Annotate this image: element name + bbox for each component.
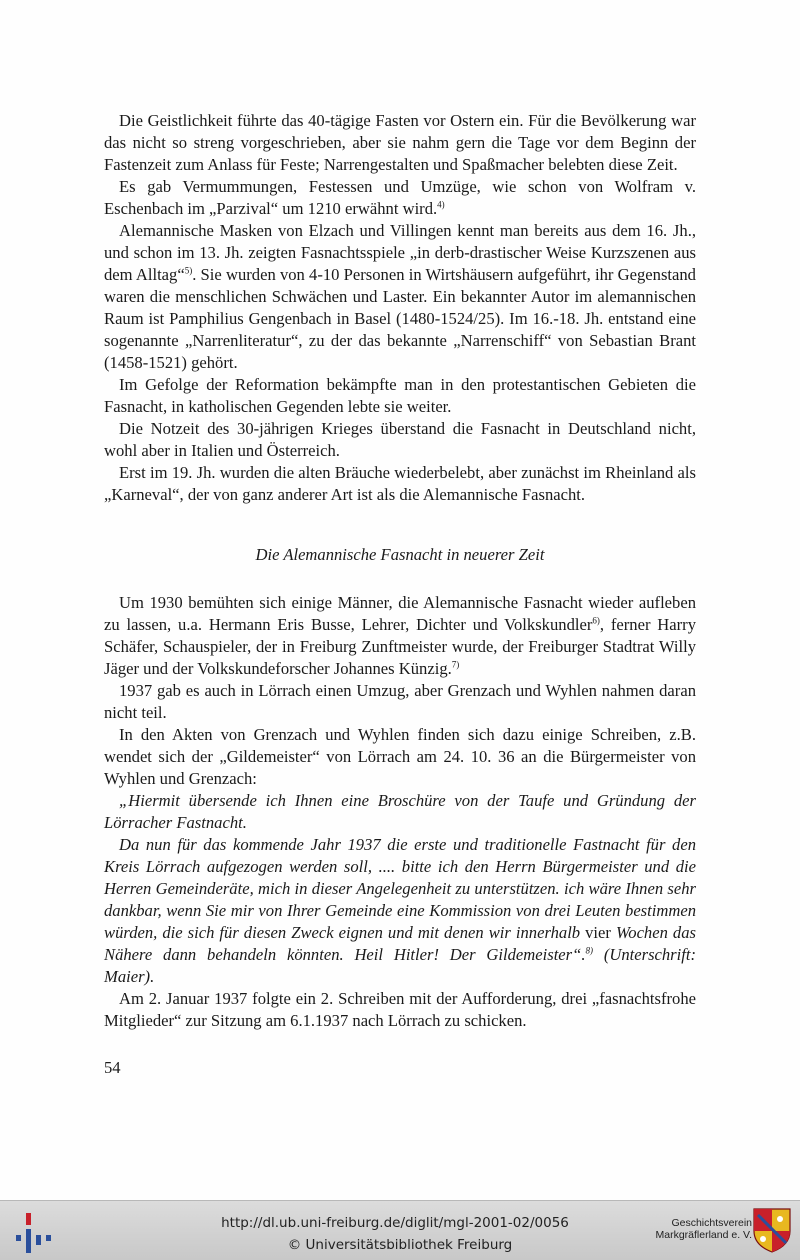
- footnote-ref: 8): [585, 945, 594, 956]
- viewer-footer: [0, 1200, 800, 1260]
- paragraph: Die Notzeit des 30-jährigen Krieges überstand die Fasnacht in Deutschland nicht, wohl aber in Italien und Österreich.: [104, 419, 696, 460]
- paragraph: In den Akten von Grenzach und Wyhlen finden sich dazu einige Schreiben, z.B. wendet sich der „Gildemeister“ von Lörrach am 24. 10. 36 an die Bürgermeister von Wyhlen und Grenzach:: [104, 725, 696, 788]
- footnote-ref: 5): [184, 265, 193, 276]
- paragraph: Es gab Vermummungen, Festessen und Umzüge, wie schon von Wolfram v. Eschenbach im „Parzival“ um 1210 erwähnt wird.$^{4)}$: [104, 177, 696, 218]
- paragraph: Alemannische Masken von Elzach und Villingen kennt man bereits aus dem 16. Jh., und schon im 13. Jh. zeigten Fasnachtsspiele „in derb-drastischer Weise Kurzszenen aus dem Alltag“$^{5)}$. Sie wurden von 4-10 Personen in Wirtshäusern aufgeführt, ihr Gegenstand waren die menschlichen Schwächen und Laster. Ein bekannter Autor im alemannischen Raum ist Pamphilius Gengenbach in Basel (1480-1524/25). Im 16.-18. Jh. entstand eine sogenannte „Narrenliteratur“, zu der das bekannte „Narrenschiff“ von Sebastian Brant (1458-1521) gehört.: [104, 221, 696, 372]
- society-line-2: Markgräflerland e. V.: [655, 1229, 752, 1241]
- society-name: [616, 1217, 752, 1241]
- society-line-1: Geschichtsverein: [671, 1217, 752, 1229]
- ub-freiburg-logo-icon[interactable]: [14, 1211, 54, 1253]
- page-number: 54: [104, 1058, 121, 1077]
- paragraph: Im Gefolge der Reformation bekämpfte man in den protestantischen Gebieten die Fasnacht, in katholischen Gegenden lebte sie weiter.: [104, 375, 696, 416]
- section-heading: Die Alemannische Fasnacht in neuerer Zeit: [255, 545, 545, 564]
- document-url-link[interactable]: http://dl.ub.uni-freiburg.de/diglit/mgl-2001-02/0056: [221, 1215, 569, 1231]
- quote-paragraph: „Hiermit übersende ich Ihnen eine Broschüre von der Taufe und Gründung der Lörracher Fastnacht.: [104, 791, 696, 832]
- footnote-ref: 6): [592, 615, 600, 626]
- copyright-notice: © Universitätsbibliothek Freiburg: [287, 1237, 513, 1253]
- footnote-ref: 4): [437, 199, 445, 210]
- quote-paragraph: Da nun für das kommende Jahr 1937 die erste und traditionelle Fastnacht für den Kreis Lörrach aufgezogen werden soll, .... bitte ich den Herrn Bürgermeister und die Herren Gemeinderäte, mich in dieser Angelegenheit zu unterstützen. ich wäre Ihnen sehr dankbar, wenn Sie mir von Ihrer Gemeinde eine Kommission von drei Leuten bestimmen würden, die sich für diesen Zweck eignen und mit denen wir innerhalb vier Wochen das Nähere dann behandeln könnten. Heil Hitler! Der Gildemeister“.$^{8)}$ (Unterschrift: Maier).: [104, 835, 696, 986]
- paragraph: Um 1930 bemühten sich einige Männer, die Alemannische Fasnacht wieder aufleben zu lassen, u.a. Hermann Eris Busse, Lehrer, Dichter und Volkskundler$^{6)}$, ferner Harry Schäfer, Schauspieler, der in Freiburg Zunftmeister wurde, der Freiburger Stadtrat Willy Jäger und der Volkskundeforscher Johannes Künzig.$^{7)}$: [104, 593, 696, 678]
- paragraph: 1937 gab es auch in Lörrach einen Umzug, aber Grenzach und Wyhlen nahmen daran nicht teil.: [104, 681, 696, 722]
- paragraph: Am 2. Januar 1937 folgte ein 2. Schreiben mit der Aufforderung, drei „fasnachtsfrohe Mitglieder“ zur Sitzung am 6.1.1937 nach Lörrach zu schicken.: [104, 989, 696, 1030]
- footnote-ref: 7): [451, 659, 460, 670]
- paragraph: Erst im 19. Jh. wurden die alten Bräuche wiederbelebt, aber zunächst im Rheinland als „Karneval“, der von ganz anderer Art ist als die Alemannische Fasnacht.: [104, 463, 696, 504]
- coat-of-arms-icon[interactable]: [752, 1207, 792, 1253]
- paragraph: Die Geistlichkeit führte das 40-tägige Fasten vor Ostern ein. Für die Bevölkerung war das nicht so streng vorgeschrieben, aber sie nahm gern die Tage vor dem Beginn der Fastenzeit zum Anlass für Feste; Narrengestalten und Spaßmacher belebten diese Zeit.: [104, 111, 696, 174]
- body-text: [104, 110, 696, 1032]
